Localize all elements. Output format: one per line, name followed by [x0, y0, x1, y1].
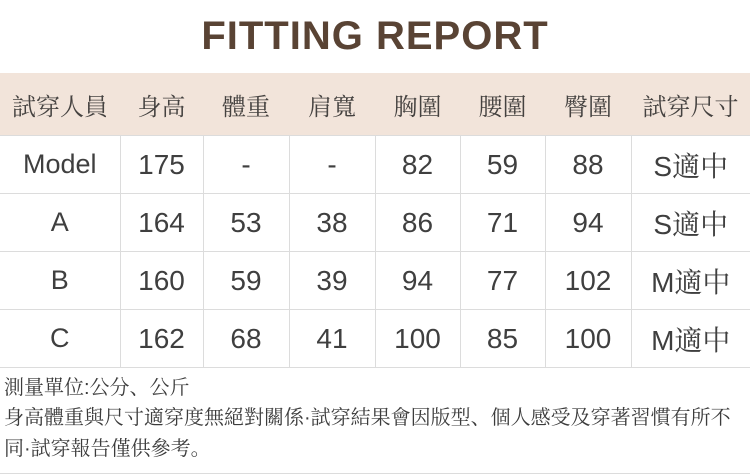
table-cell: 71	[460, 194, 545, 252]
report-title: FITTING REPORT	[201, 14, 549, 58]
table-row-0	[0, 136, 750, 194]
row-label-cell: C	[0, 310, 120, 368]
table-cell: S適中	[631, 194, 750, 252]
table-cell: 88	[545, 136, 631, 194]
table-cell: 175	[120, 136, 203, 194]
column-header-7: 試穿尺寸	[631, 73, 750, 136]
header-row	[0, 73, 750, 136]
table-cell: 86	[375, 194, 460, 252]
fitting-disclaimer: 身高體重與尺寸適穿度無絕對關係·試穿結果會因版型、個人感受及穿著習慣有所不同·試穿報告僅供參考。	[4, 407, 731, 460]
column-header-1: 身高	[120, 73, 203, 136]
table-cell: 94	[545, 194, 631, 252]
table-cell: M適中	[631, 310, 750, 368]
table-cell: -	[203, 136, 289, 194]
table-cell: S適中	[631, 136, 750, 194]
column-header-5: 腰圍	[460, 73, 545, 136]
table-cell: 77	[460, 252, 545, 310]
column-header-3: 肩寬	[289, 73, 375, 136]
table-cell: 53	[203, 194, 289, 252]
column-header-6: 臀圍	[545, 73, 631, 136]
table-cell: 82	[375, 136, 460, 194]
table-row-3	[0, 310, 750, 368]
column-header-4: 胸圍	[375, 73, 460, 136]
table-cell: -	[289, 136, 375, 194]
table-cell: 38	[289, 194, 375, 252]
row-label-cell: A	[0, 194, 120, 252]
footer-notes	[0, 368, 750, 474]
measurement-unit-note: 測量單位:公分、公斤	[4, 377, 190, 399]
table-cell: 41	[289, 310, 375, 368]
column-header-0: 試穿人員	[0, 73, 120, 136]
table-cell: 100	[545, 310, 631, 368]
table-cell: 160	[120, 252, 203, 310]
table-cell: 85	[460, 310, 545, 368]
row-label-cell: Model	[0, 136, 120, 194]
column-header-2: 體重	[203, 73, 289, 136]
table-header-row	[0, 73, 750, 136]
table-cell: 102	[545, 252, 631, 310]
table-body	[0, 136, 750, 368]
table-cell: 162	[120, 310, 203, 368]
table-cell: 100	[375, 310, 460, 368]
table-cell: 68	[203, 310, 289, 368]
row-label-cell: B	[0, 252, 120, 310]
table-cell: 39	[289, 252, 375, 310]
table-row-2	[0, 252, 750, 310]
table-cell: 164	[120, 194, 203, 252]
table-cell: 94	[375, 252, 460, 310]
table-cell: 59	[460, 136, 545, 194]
table-row-1	[0, 194, 750, 252]
table-cell: 59	[203, 252, 289, 310]
fitting-table	[0, 73, 750, 368]
table-cell: M適中	[631, 252, 750, 310]
